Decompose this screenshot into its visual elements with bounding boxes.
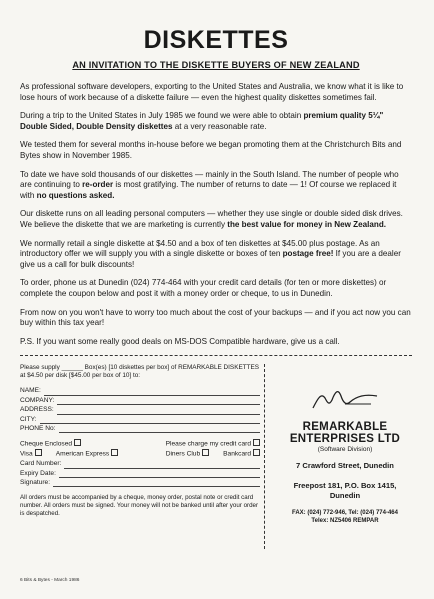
field-label: NAME:	[20, 387, 41, 395]
charge-label: Please charge my credit card	[165, 440, 251, 448]
text-run: Our diskette runs on all leading personal computers — whether they use single or double sided disk drives. We believe the diskette that we are marketing is currently	[20, 209, 403, 229]
company-street: 7 Crawford Street, Dunedin	[296, 461, 394, 471]
paragraph-intro: As professional software developers, exporting to the United States and Australia, we know what it is like to lose hours of work because of a diskette failure — even the highest quality diskettes sometimes fail.	[20, 82, 404, 102]
diners-checkbox[interactable]	[202, 449, 209, 456]
address-field[interactable]	[20, 405, 260, 414]
charge-checkbox[interactable]	[253, 439, 260, 446]
visa-checkbox[interactable]	[35, 449, 42, 456]
field-line	[59, 470, 260, 478]
company-telex: Telex: NZ5406 REMPAR	[311, 517, 379, 524]
page-footer-credit: 6 Bits & Bytes - March 1986	[20, 578, 80, 583]
card-number-field[interactable]	[20, 459, 260, 468]
paragraph-ordering: To order, phone us at Dunedin (024) 774-464 with your credit card details (for ten or more diskettes) or complete the coupon below and post it with a money order or cheque, to us in Dunedin.	[20, 278, 387, 298]
company-freepost: Freepost 181, P.O. Box 1415,	[293, 481, 397, 491]
text-run: is most gratifying. The number of returns to date — 1! Of course we replaced it with	[20, 180, 397, 200]
company-name-line2: ENTERPRISES LTD	[289, 433, 401, 446]
text-run: at a very reasonable rate.	[172, 121, 267, 131]
text-run: If you are a dealer give us a call for bulk discounts!	[20, 249, 401, 269]
name-field[interactable]	[20, 386, 260, 395]
emphasis-reorder: re-order	[82, 180, 114, 190]
page-title: DISKETTES	[143, 26, 289, 54]
field-line	[40, 416, 261, 424]
cheque-checkbox[interactable]	[74, 439, 81, 446]
emphasis-postage-free: postage free!	[282, 249, 334, 259]
field-label: CITY:	[20, 415, 37, 423]
amex-option[interactable]	[56, 449, 119, 459]
field-label: Signature:	[20, 478, 51, 486]
paragraph-testing: We tested them for several months in-house before we began promoting them at the Christchurch Bits and Bytes show in November 1985.	[20, 140, 402, 160]
company-name-line1: REMARKABLE	[302, 421, 388, 434]
amex-checkbox[interactable]	[111, 449, 118, 456]
phone-field[interactable]	[20, 424, 260, 433]
field-line	[53, 479, 260, 487]
paragraph-pricing	[20, 239, 412, 271]
company-field[interactable]	[20, 396, 260, 405]
city-field[interactable]	[20, 415, 260, 424]
coupon-intro: Please supply ______ Box(es) [10 diskettes per box] of REMARKABLE DISKETTES at $4.50 per disk [$45.00 per box of 10] to:	[20, 364, 260, 380]
company-city: Dunedin	[329, 491, 361, 501]
order-coupon	[20, 356, 412, 566]
company-block	[275, 364, 415, 525]
field-label: ADDRESS:	[20, 406, 54, 414]
cheque-option[interactable]	[20, 439, 81, 449]
field-label: Expiry Date:	[20, 469, 56, 477]
diners-label: Diners Club	[165, 450, 201, 458]
text-run: We normally retail a single diskette at $4.50 and a box of ten diskettes at $45.00 plus postage. As an introductory offer we will supply you with a single diskette or boxes of ten	[20, 238, 380, 259]
order-form	[20, 364, 265, 549]
signature-logo	[305, 378, 385, 416]
field-line	[59, 425, 260, 433]
diners-option[interactable]	[166, 449, 209, 459]
order-notice: All orders must be accompanied by a cheque, money order, postal note or credit card number. All orders must be signed. Your money will not be banked until after your order is despatched.	[20, 494, 259, 517]
payment-row-2	[20, 449, 260, 459]
text-run: To date we have sold thousands of our diskettes — mainly in the South Island. The number of people who are continuing to	[20, 169, 399, 190]
expiry-field[interactable]	[20, 469, 260, 478]
paragraph-sales	[20, 170, 412, 202]
emphasis-best-value: the best value for money in New Zealand.	[227, 219, 387, 229]
amex-label: American Express	[55, 450, 110, 458]
visa-option[interactable]	[20, 449, 42, 459]
field-line	[57, 407, 260, 415]
paragraph-postscript: P.S. If you want some really good deals on MS-DOS Compatible hardware, give us a call.	[20, 336, 340, 346]
emphasis-premium: premium quality 5¼" Double Sided, Double Density diskettes	[20, 111, 384, 131]
cheque-label: Cheque Enclosed	[20, 440, 73, 448]
bankcard-option[interactable]	[223, 449, 260, 459]
company-fax-tel: FAX: (024) 772-946, Tel: (024) 774-464	[292, 510, 398, 517]
paragraph-backups: From now on you won't have to worry too much about the cost of your backups — and if you act now you can buy within this tax year!	[20, 307, 411, 328]
paragraph-compatibility	[20, 209, 412, 230]
bankcard-checkbox[interactable]	[253, 449, 260, 456]
company-division: (Software Division)	[317, 446, 373, 454]
body-text	[20, 82, 412, 347]
field-label: Card Number:	[20, 460, 62, 468]
emphasis-no-questions: no questions asked.	[36, 190, 115, 200]
paragraph-trip	[20, 111, 412, 132]
field-label: COMPANY:	[20, 396, 55, 404]
visa-label: Visa	[20, 450, 33, 458]
page-subtitle: AN INVITATION TO THE DISKETTE BUYERS OF NEW ZEALAND	[72, 60, 360, 70]
credit-card-option[interactable]	[166, 439, 260, 449]
field-line	[44, 388, 260, 396]
field-line	[57, 397, 260, 405]
field-line	[64, 461, 260, 469]
signature-field[interactable]	[20, 478, 260, 487]
text-run: During a trip to the United States in July 1985 we found we were able to obtain	[20, 111, 304, 121]
payment-row-1	[20, 439, 260, 449]
bankcard-label: Bankcard	[223, 450, 251, 458]
field-label: PHONE No:	[20, 424, 56, 432]
